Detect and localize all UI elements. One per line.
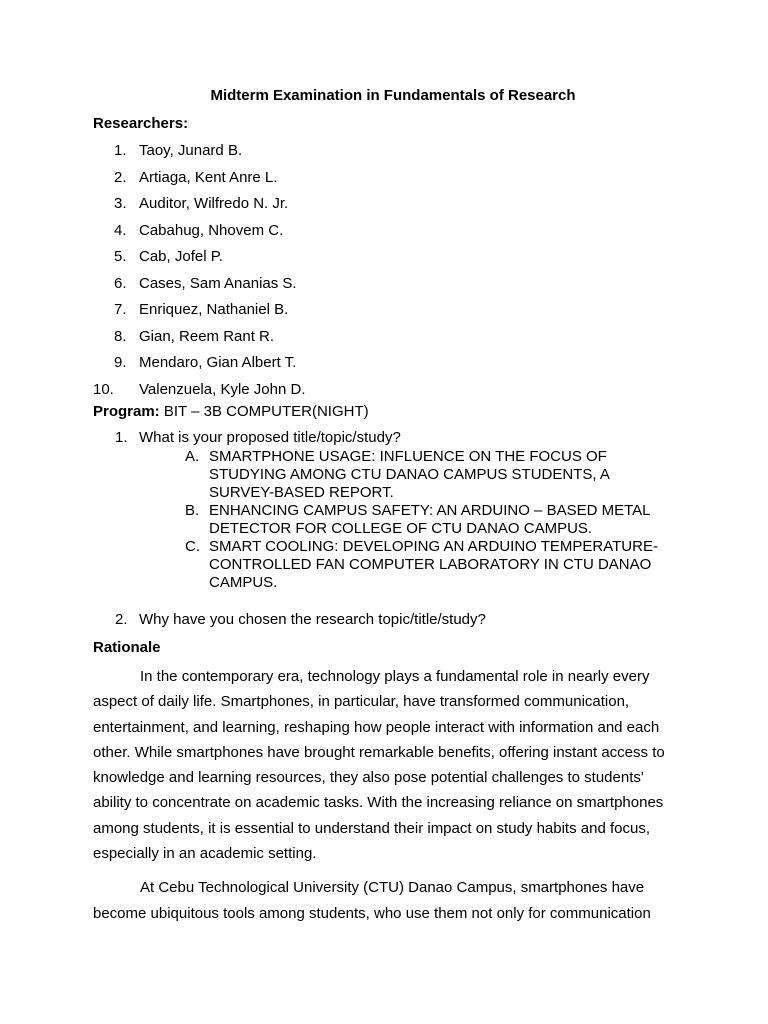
list-number: 1.	[114, 142, 127, 159]
researcher-name: Mendaro, Gian Albert T.	[139, 354, 297, 371]
researcher-name: Cases, Sam Ananias S.	[139, 274, 297, 292]
list-number: 7.	[114, 301, 127, 318]
document-title: Midterm Examination in Fundamentals of Research	[210, 87, 576, 104]
option-item	[93, 538, 673, 592]
list-item	[93, 221, 673, 241]
option-letter: A.	[185, 448, 200, 465]
question-number: 2.	[115, 611, 128, 628]
question-text: What is your proposed title/topic/study?	[139, 429, 401, 446]
researcher-name: Enriquez, Nathaniel B.	[139, 301, 289, 318]
list-item	[93, 300, 673, 320]
question-2	[93, 610, 673, 630]
question-number: 1.	[115, 429, 128, 446]
option-item	[93, 502, 673, 538]
researcher-name: Auditor, Wilfredo N. Jr.	[139, 195, 289, 212]
list-item	[93, 327, 673, 347]
rationale-paragraph-2: At Cebu Technological University (CTU) Danao Campus, smartphones have become ubiquitous tools among students, who use them not only for communication	[93, 879, 651, 922]
option-text: SMART COOLING: DEVELOPING AN ARDUINO TEMPERATURE- CONTROLLED FAN COMPUTER LABORATORY IN CTU DANAO CAMPUS.	[209, 538, 658, 591]
list-item	[93, 141, 673, 161]
list-number: 9.	[114, 354, 127, 371]
option-letter: C.	[185, 538, 200, 555]
document-page	[93, 86, 673, 926]
researchers-list	[93, 141, 673, 400]
list-number: 2.	[114, 168, 127, 186]
list-item	[93, 194, 673, 214]
list-item	[93, 380, 673, 400]
researcher-name: Artiaga, Kent Anre L.	[139, 168, 278, 186]
rationale-paragraph-1: In the contemporary era, technology plays a fundamental role in nearly every aspect of daily life. Smartphones, in particular, have transformed communication, entertainment, and learning, reshaping how people interact with information and each other. While smartphones have brought remarkable benefits, offering instant access to knowledge and learning resources, they also pose potential challenges to students' ability to concentrate on academic tasks. With the increasing reliance on smartphones among students, it is essential to understand their impact on study habits and focus, especially in an academic setting.	[93, 668, 665, 863]
researcher-name: Taoy, Junard B.	[139, 142, 243, 159]
option-item	[93, 448, 673, 502]
researchers-label: Researchers:	[93, 115, 189, 132]
question-text: Why have you chosen the research topic/title/study?	[139, 611, 486, 628]
researcher-name: Valenzuela, Kyle John D.	[139, 380, 306, 398]
program-label: Program:	[93, 403, 160, 420]
options-list	[93, 448, 673, 592]
list-number: 10.	[93, 380, 114, 398]
list-number: 3.	[114, 195, 127, 212]
question-1	[93, 428, 673, 448]
list-number: 4.	[114, 221, 127, 239]
rationale-heading: Rationale	[93, 639, 161, 656]
researcher-name: Gian, Reem Rant R.	[139, 327, 275, 345]
option-text: SMARTPHONE USAGE: INFLUENCE ON THE FOCUS OF STUDYING AMONG CTU DANAO CAMPUS STUDENTS, A SURVEY-BASED REPORT.	[209, 448, 610, 501]
program-value: BIT – 3B COMPUTER(NIGHT)	[163, 403, 369, 420]
list-number: 6.	[114, 274, 127, 292]
list-item	[93, 353, 673, 373]
program-line	[93, 402, 673, 422]
list-number: 8.	[114, 327, 127, 345]
list-item	[93, 274, 673, 294]
option-letter: B.	[185, 502, 200, 519]
option-text: ENHANCING CAMPUS SAFETY: AN ARDUINO – BASED METAL DETECTOR FOR COLLEGE OF CTU DANAO CAMPUS.	[209, 502, 650, 537]
researcher-name: Cab, Jofel P.	[139, 248, 223, 265]
researcher-name: Cabahug, Nhovem C.	[139, 221, 284, 239]
list-number: 5.	[114, 248, 127, 265]
list-item	[93, 247, 673, 267]
list-item	[93, 168, 673, 188]
